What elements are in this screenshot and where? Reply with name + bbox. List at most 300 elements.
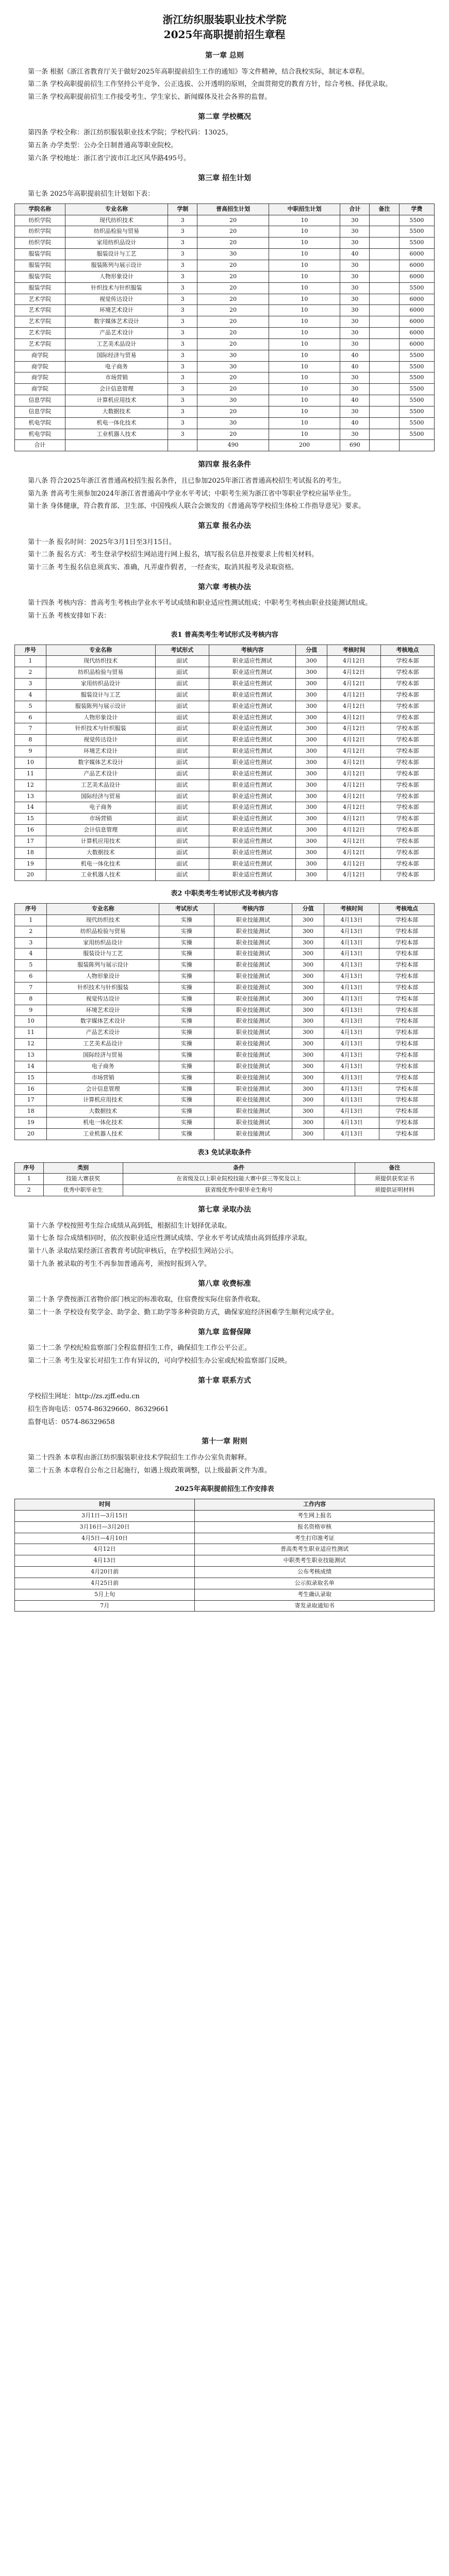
table-cell: 面试: [155, 814, 209, 825]
table-cell: 300: [292, 1061, 324, 1072]
table-cell: 现代纺织技术: [47, 914, 159, 926]
table-cell: 3: [168, 282, 197, 294]
paragraph: 第二条 学校高职提前招生工作坚持公平竞争、公正选拔、公开透明的原则，全面贯彻党的教育方针，综合考核、择优录取。: [28, 80, 392, 89]
table-cell: 学校本部: [379, 937, 435, 948]
table-cell: 实操: [159, 937, 214, 948]
table-row: [15, 338, 435, 350]
table-cell: [370, 305, 399, 316]
table-cell: 针织技术与针织服装: [46, 723, 155, 735]
table-cell: [370, 384, 399, 395]
table-cell: 5: [15, 960, 47, 971]
table-cell: 30: [197, 249, 269, 260]
table-cell: 20: [197, 429, 269, 440]
table-cell: 20: [197, 260, 269, 271]
table-cell: 10: [269, 350, 340, 361]
table-cell: 300: [292, 1039, 324, 1050]
table-cell: 14: [15, 802, 46, 814]
paragraph: 第十六条 学校按照考生综合成绩从高到低，根据招生计划择优录取。: [28, 1222, 231, 1230]
table-cell: 合计: [15, 440, 65, 451]
table-cell: 职业适应性测试: [209, 701, 296, 712]
table-cell: 4月12日: [327, 836, 381, 847]
table-row: [15, 960, 435, 971]
table-cell: 工业机器人技术: [47, 1128, 159, 1140]
table-row: [15, 982, 435, 993]
table-cell: [370, 271, 399, 282]
table-row: [15, 870, 435, 881]
table-cell: 面试: [155, 757, 209, 769]
table-cell: 实操: [159, 948, 214, 960]
table-cell: 学校本部: [381, 814, 435, 825]
table-cell: 4月12日: [327, 723, 381, 735]
table-cell: 面试: [155, 768, 209, 779]
table-cell: 4月13日: [324, 1061, 379, 1072]
table-cell: 职业技能测试: [214, 1128, 292, 1140]
table-cell: 面试: [155, 791, 209, 802]
table-cell: 10: [269, 271, 340, 282]
table-cell: 300: [292, 982, 324, 993]
table-cell: 会计信息管理: [47, 1083, 159, 1095]
table-cell: 实操: [159, 926, 214, 937]
table-cell: 4月12日: [327, 814, 381, 825]
table-cell: 纺织学院: [15, 238, 65, 249]
table-cell: 4月13日: [324, 914, 379, 926]
table-cell: 学校本部: [381, 701, 435, 712]
table-cell: 10: [269, 328, 340, 339]
table-cell: 300: [292, 1072, 324, 1083]
table-cell: 20: [197, 238, 269, 249]
table-cell: 面试: [155, 802, 209, 814]
chapter-heading: 第七章 录取办法: [198, 1206, 251, 1214]
table-cell: 职业技能测试: [214, 1083, 292, 1095]
table-header-cell: 考核时间: [327, 645, 381, 656]
paragraph: 第二十四条 本章程由浙江纺织服装职业技术学院招生工作办公室负责解释。: [28, 1453, 252, 1462]
table-cell: 300: [292, 1050, 324, 1061]
paragraph: 第十五条 考核安排如下表：: [28, 612, 111, 620]
table-cell: 学校本部: [381, 712, 435, 723]
table-cell: 4月13日: [324, 1128, 379, 1140]
table-cell: 300: [296, 656, 327, 667]
table-header-cell: 合计: [340, 204, 370, 215]
paragraph: 第二十三条 考生及家长对招生工作有异议的，可向学校招生办公室或纪检监察部门反映。: [28, 1357, 292, 1365]
table-cell: 4月25日前: [15, 1578, 195, 1589]
paragraph: 第十条 身体健康，符合教育部、卫生部、中国残疾人联合会颁发的《普通高等学校招生体检工作指导意见》要求。: [28, 502, 365, 511]
table-cell: 面试: [155, 870, 209, 881]
table-cell: 服装学院: [15, 282, 65, 294]
table-cell: 国际经济与贸易: [65, 350, 168, 361]
table-cell: 会计信息管理: [65, 384, 168, 395]
table-cell: 3: [168, 406, 197, 417]
table-cell: 10: [269, 238, 340, 249]
table-cell: 须提供证明材料: [355, 1185, 434, 1196]
table-header-cell: 学院名称: [15, 204, 65, 215]
table-cell: 10: [269, 338, 340, 350]
table-header-cell: 中职招生计划: [269, 204, 340, 215]
table-cell: 30: [340, 338, 370, 350]
table-cell: 服装设计与工艺: [47, 948, 159, 960]
paragraph: 第十一条 报名时间：2025年3月1日至3月15日。: [28, 538, 176, 546]
table-cell: 学校本部: [381, 779, 435, 791]
table-cell: [370, 316, 399, 328]
table-row: [15, 948, 435, 960]
paragraph: 第十九条 被录取的考生不再参加普通高考，须按时报到入学。: [28, 1260, 211, 1268]
table-cell: 职业适应性测试: [209, 656, 296, 667]
table-cell: 学校本部: [379, 1095, 435, 1106]
chapters-section-2: [14, 459, 435, 622]
chapter-heading: 第十一章 附则: [202, 1437, 247, 1446]
table-cell: 15: [15, 814, 46, 825]
table-cell: 会计信息管理: [46, 825, 155, 836]
table-cell: 实操: [159, 914, 214, 926]
table-cell: 4月13日: [324, 982, 379, 993]
table-cell: 16: [15, 1083, 47, 1095]
table-cell: 12: [15, 779, 46, 791]
table-cell: 环境艺术设计: [47, 1005, 159, 1016]
table-cell: 职业适应性测试: [209, 836, 296, 847]
table-cell: 职业技能测试: [214, 1039, 292, 1050]
table-row: [15, 1027, 435, 1039]
table-cell: 3月16日—3月20日: [15, 1521, 195, 1533]
table-cell: 学校本部: [379, 1072, 435, 1083]
table-cell: 20: [197, 305, 269, 316]
table-cell: 6: [15, 712, 46, 723]
table-cell: 10: [269, 215, 340, 226]
table-cell: 30: [340, 271, 370, 282]
paragraph: 第二十五条 本章程自公布之日起施行，如遇上级政策调整，以上级最新文件为准。: [28, 1466, 272, 1475]
table-cell: 纺织学院: [15, 226, 65, 238]
table-header-cell: 分值: [292, 904, 324, 915]
table-cell: 300: [292, 960, 324, 971]
table-cell: 纺织品检验与贸易: [47, 926, 159, 937]
table-cell: 职业技能测试: [214, 926, 292, 937]
table-cell: 实操: [159, 1083, 214, 1095]
table-cell: 6000: [399, 271, 434, 282]
table-cell: 实操: [159, 1005, 214, 1016]
table-cell: 10: [15, 757, 46, 769]
table-header-row: [15, 904, 435, 915]
table-cell: 300: [296, 746, 327, 757]
table-cell: 6: [15, 971, 47, 982]
table-cell: 300: [296, 757, 327, 769]
table-header-cell: 学费: [399, 204, 434, 215]
table-cell: 300: [296, 814, 327, 825]
table-cell: 300: [292, 971, 324, 982]
table-cell: 300: [296, 858, 327, 870]
table-cell: 20: [197, 316, 269, 328]
table-row: [15, 656, 435, 667]
table-cell: 7月: [15, 1600, 195, 1612]
table-cell: 11: [15, 1027, 47, 1039]
table-cell: 30: [197, 417, 269, 429]
table-row: [15, 847, 435, 858]
table-cell: 面试: [155, 701, 209, 712]
table-cell: 实操: [159, 1039, 214, 1050]
table-cell: 4月13日: [324, 1027, 379, 1039]
table-cell: 艺术学院: [15, 328, 65, 339]
paragraph: 第十三条 考生报名信息须真实、准确，凡弄虚作假者，一经查实，取消其报考及录取资格。: [28, 564, 298, 572]
table-row: [15, 993, 435, 1005]
table-cell: 3: [168, 226, 197, 238]
table-cell: 职业技能测试: [214, 993, 292, 1005]
table-cell: 商学院: [15, 361, 65, 372]
table-cell: 学校本部: [379, 1039, 435, 1050]
table-cell: 8: [15, 735, 46, 746]
table-cell: 学校本部: [381, 689, 435, 701]
table-row: [15, 1095, 435, 1106]
table-cell: 300: [292, 1016, 324, 1027]
table-cell: 4月12日: [327, 825, 381, 836]
table-cell: 须提供获奖证书: [355, 1174, 434, 1185]
table-header-cell: 考核内容: [209, 645, 296, 656]
table-cell: [370, 238, 399, 249]
table-row: [15, 1128, 435, 1140]
table-cell: 优秀中职毕业生: [43, 1185, 123, 1196]
table-cell: 视觉传达设计: [46, 735, 155, 746]
table-cell: 6000: [399, 294, 434, 305]
table-cell: 6000: [399, 305, 434, 316]
table-cell: 学校本部: [381, 656, 435, 667]
table-cell: 19: [15, 858, 46, 870]
table-cell: 3: [15, 937, 47, 948]
table-cell: 300: [292, 993, 324, 1005]
table-row: [15, 1567, 435, 1578]
table-cell: 职业适应性测试: [209, 802, 296, 814]
table-row: [15, 1039, 435, 1050]
table-cell: 4月12日: [327, 791, 381, 802]
table-cell: 服装陈列与展示设计: [65, 260, 168, 271]
table-cell: 30: [340, 215, 370, 226]
table-row: [15, 226, 435, 238]
table-cell: 服装陈列与展示设计: [46, 701, 155, 712]
table-cell: 职业适应性测试: [209, 735, 296, 746]
schedule-table-title: 2025年高职提前招生工作安排表: [175, 1485, 274, 1494]
table-cell: 3: [168, 372, 197, 384]
table-cell: 17: [15, 1095, 47, 1106]
table-cell: 商学院: [15, 372, 65, 384]
table-cell: 30: [340, 282, 370, 294]
table-cell: 寄发录取通知书: [195, 1600, 435, 1612]
table-cell: 实操: [159, 971, 214, 982]
table-cell: 家用纺织品设计: [47, 937, 159, 948]
table-cell: 4月12日: [15, 1544, 195, 1555]
table-cell: 学校本部: [379, 1005, 435, 1016]
table-cell: 4月13日: [324, 1095, 379, 1106]
table-row: [15, 1533, 435, 1544]
table-cell: 18: [15, 1106, 47, 1117]
table-row: [15, 305, 435, 316]
table-cell: 300: [292, 1117, 324, 1129]
table-cell: 计算机应用技术: [65, 395, 168, 406]
schedule-table: [14, 1499, 435, 1612]
table-cell: 服装设计与工艺: [46, 689, 155, 701]
table-cell: 职业技能测试: [214, 937, 292, 948]
table-cell: 5500: [399, 406, 434, 417]
table-row: [15, 1050, 435, 1061]
table-cell: 4月13日: [324, 1106, 379, 1117]
table-cell: 10: [269, 249, 340, 260]
table-cell: 6000: [399, 328, 434, 339]
table-cell: 产品艺术设计: [47, 1027, 159, 1039]
table-cell: 30: [340, 384, 370, 395]
table-cell: 4月12日: [327, 757, 381, 769]
table-header-cell: 类别: [43, 1162, 123, 1174]
table-cell: 300: [296, 735, 327, 746]
table-cell: 300: [292, 1095, 324, 1106]
table-cell: 职业适应性测试: [209, 723, 296, 735]
table-cell: 学校本部: [379, 914, 435, 926]
table-cell: 考生网上报名: [195, 1510, 435, 1521]
table-cell: 4月13日: [324, 1016, 379, 1027]
table-cell: 考生打印准考证: [195, 1533, 435, 1544]
table-cell: 10: [269, 282, 340, 294]
table-cell: [370, 395, 399, 406]
table-header-cell: 备注: [370, 204, 399, 215]
table-cell: 工业机器人技术: [46, 870, 155, 881]
table-cell: 职业适应性测试: [209, 757, 296, 769]
table-cell: 学校本部: [379, 1117, 435, 1129]
table-cell: 获省级优秀中职毕业生称号: [123, 1185, 355, 1196]
table-cell: 300: [296, 768, 327, 779]
table-cell: 学校本部: [381, 667, 435, 679]
table-header-cell: 专业名称: [65, 204, 168, 215]
table-header-row: [15, 1162, 435, 1174]
table-cell: 4月12日: [327, 689, 381, 701]
table-cell: 5500: [399, 372, 434, 384]
table-cell: 4月13日: [324, 971, 379, 982]
table-cell: 职业适应性测试: [209, 712, 296, 723]
table-cell: 学校本部: [379, 960, 435, 971]
table-cell: 工业机器人技术: [65, 429, 168, 440]
table-cell: 面试: [155, 679, 209, 690]
table-cell: 工艺美术品设计: [65, 338, 168, 350]
table-cell: 5500: [399, 395, 434, 406]
table-cell: [370, 282, 399, 294]
table-cell: 4月13日: [324, 1005, 379, 1016]
table-cell: 12: [15, 1039, 47, 1050]
table-cell: 学校本部: [379, 982, 435, 993]
table-cell: 5500: [399, 417, 434, 429]
table-cell: 9: [15, 1005, 47, 1016]
table-cell: [370, 338, 399, 350]
table-cell: 3: [168, 305, 197, 316]
table-row: [15, 238, 435, 249]
table-row: [15, 328, 435, 339]
table-cell: 300: [296, 679, 327, 690]
table-cell: 3: [168, 271, 197, 282]
table-row: [15, 249, 435, 260]
table-row: [15, 294, 435, 305]
table-cell: 20: [197, 282, 269, 294]
table-row: [15, 1083, 435, 1095]
table-cell: [370, 328, 399, 339]
table-cell: 30: [197, 395, 269, 406]
table-cell: 面试: [155, 712, 209, 723]
table-cell: 学校本部: [381, 870, 435, 881]
table-header-cell: 学制: [168, 204, 197, 215]
table-cell: 艺术学院: [15, 294, 65, 305]
chapter-heading: 第五章 报名办法: [198, 522, 251, 531]
table-row: [15, 384, 435, 395]
table-cell: 7: [15, 982, 47, 993]
table-cell: 服装学院: [15, 260, 65, 271]
table-cell: 30: [340, 429, 370, 440]
table-cell: [370, 260, 399, 271]
table-header-cell: 序号: [15, 1162, 44, 1174]
table-cell: 实操: [159, 1016, 214, 1027]
table-cell: 3: [168, 417, 197, 429]
table-cell: 3: [168, 316, 197, 328]
table-cell: 4月12日: [327, 847, 381, 858]
table-cell: 2: [15, 1185, 44, 1196]
table-row: [15, 372, 435, 384]
table-cell: 环境艺术设计: [46, 746, 155, 757]
table-cell: 市场营销: [47, 1072, 159, 1083]
table-cell: 5500: [399, 350, 434, 361]
chapter-heading: 第八章 收费标准: [198, 1279, 251, 1288]
table-cell: 300: [296, 723, 327, 735]
table-cell: 职业适应性测试: [209, 689, 296, 701]
table-cell: 市场营销: [65, 372, 168, 384]
table-row: [15, 271, 435, 282]
table-cell: 人物形象设计: [65, 271, 168, 282]
table-cell: 40: [340, 350, 370, 361]
table-cell: 10: [269, 384, 340, 395]
table-cell: 实操: [159, 993, 214, 1005]
paragraph: 第五条 办学类型：公办全日制普通高等职业院校。: [28, 142, 178, 149]
table-cell: 职业适应性测试: [209, 847, 296, 858]
table-row: [15, 260, 435, 271]
table-cell: 300: [296, 712, 327, 723]
table-row: [15, 417, 435, 429]
table-cell: 面试: [155, 825, 209, 836]
table-header-cell: 考试形式: [159, 904, 214, 915]
table-cell: 职业技能测试: [214, 960, 292, 971]
paragraph: 第三条 学校高职提前招生工作接受考生、学生家长、新闻媒体及社会各界的监督。: [28, 93, 272, 101]
table-cell: 纺织学院: [15, 215, 65, 226]
table-header-cell: 专业名称: [47, 904, 159, 915]
table-cell: 服装陈列与展示设计: [47, 960, 159, 971]
table-cell: 300: [296, 870, 327, 881]
table-row: [15, 1589, 435, 1600]
table-cell: 4月13日: [324, 993, 379, 1005]
table-row: [15, 723, 435, 735]
table-row: [15, 282, 435, 294]
table-cell: 服装学院: [15, 271, 65, 282]
table-cell: 机电学院: [15, 429, 65, 440]
table-cell: 3: [168, 294, 197, 305]
table-cell: 普高类考生职业适应性测试: [195, 1544, 435, 1555]
table-cell: 20: [197, 294, 269, 305]
table-cell: 4月12日: [327, 701, 381, 712]
table-cell: 国际经济与贸易: [47, 1050, 159, 1061]
table-cell: 家用纺织品设计: [46, 679, 155, 690]
paragraph: 学校招生网址：http://zs.zjff.edu.cn: [28, 1393, 140, 1401]
table-cell: 4月12日: [327, 679, 381, 690]
table-cell: 视觉传达设计: [65, 294, 168, 305]
table-cell: 4: [15, 948, 47, 960]
table-cell: 学校本部: [379, 926, 435, 937]
table-cell: 20: [15, 870, 46, 881]
table-header-cell: 普高招生计划: [197, 204, 269, 215]
table-cell: 数字媒体艺术设计: [47, 1016, 159, 1027]
table-row: [15, 1061, 435, 1072]
chapter-heading: 第三章 招生计划: [198, 174, 251, 182]
table-cell: 家用纺织品设计: [65, 238, 168, 249]
table-cell: 7: [15, 723, 46, 735]
table-cell: 实操: [159, 1050, 214, 1061]
table-cell: 3: [168, 395, 197, 406]
table-cell: 10: [269, 372, 340, 384]
table-cell: 40: [340, 249, 370, 260]
